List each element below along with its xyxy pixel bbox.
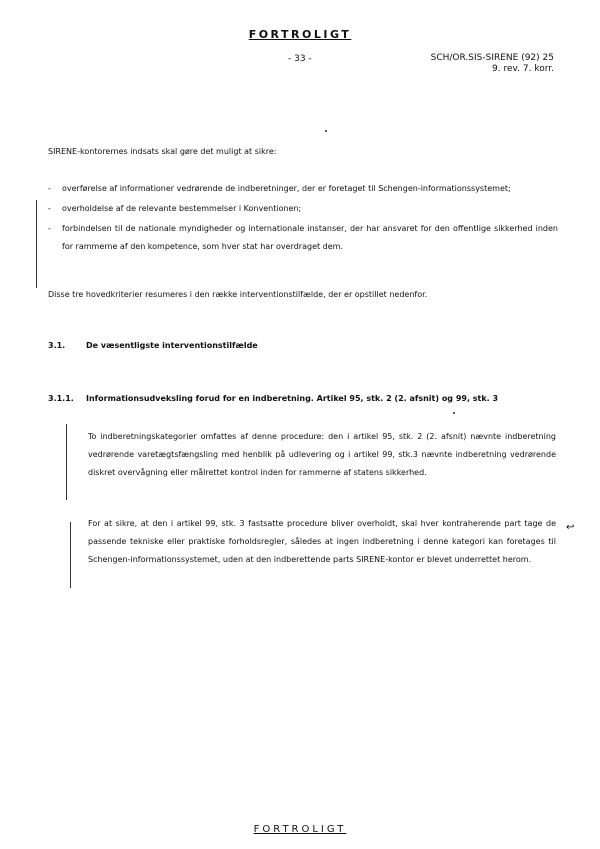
summary-text: Disse tre hovedkriterier resumeres i den række interventionstilfælde, der er opstillet nedenfor. bbox=[48, 290, 428, 299]
reference-line-1: SCH/OR.SIS-SIRENE (92) 25 bbox=[430, 53, 554, 63]
footer-title: FORTROLIGT bbox=[253, 824, 347, 835]
page-number: - 33 - bbox=[288, 54, 312, 64]
margin-mark: ↩ bbox=[566, 522, 575, 533]
section-heading-3-1-1 bbox=[48, 394, 498, 403]
speck-mark bbox=[453, 412, 455, 414]
section-heading-3-1 bbox=[48, 341, 258, 350]
margin-bar bbox=[66, 424, 67, 500]
criteria-list bbox=[48, 180, 558, 258]
speck-mark bbox=[325, 130, 327, 132]
list-item: - overholdelse af de relevante bestemmelser i Konventionen; bbox=[48, 200, 558, 218]
section-number: 3.1. bbox=[48, 341, 66, 350]
body-paragraph: For at sikre, at den i artikel 99, stk. 3 fastsatte procedure bliver overholdt, skal hver kontraherende part tage de passende tekniske eller praktiske forholdsregler, således at ingen indberetning i denne kategori kan foretages til Schengen-informationssystemet, uden at den indberettende parts SIRENE-kontor er blevet underrettet herom. bbox=[88, 519, 556, 564]
dash-icon: - bbox=[48, 184, 51, 193]
section-number: 3.1.1. bbox=[48, 394, 74, 403]
header-title: FORTROLIGT bbox=[248, 28, 352, 41]
reference-block bbox=[431, 53, 554, 75]
list-item: - overførelse af informationer vedrørende de indberetninger, der er foretaget til Schengen-informationssystemet; bbox=[48, 180, 558, 198]
intro-text: SIRENE-kontorernes indsats skal gøre det muligt at sikre: bbox=[48, 147, 277, 156]
section-title: De væsentligste interventionstilfælde bbox=[86, 341, 258, 350]
dash-icon: - bbox=[48, 204, 51, 213]
dash-icon: - bbox=[48, 224, 51, 233]
body-paragraph: To indberetningskategorier omfattes af denne procedure: den i artikel 95, stk. 2 (2. afsnit) nævnte indberetning vedrørende varetægtsfængsling med henblik på udlevering og i artikel 99, stk.3 nævnte indberetning vedrørende diskret overvågning eller målrettet kontrol inden for rammerne af statens sikkerhed. bbox=[88, 432, 556, 477]
margin-bar bbox=[70, 522, 71, 588]
list-item: - forbindelsen til de nationale myndigheder og internationale instanser, der har ansvaret for den offentlige sikkerhed inden for rammerne af den kompetence, som hver stat har overdraget dem. bbox=[48, 220, 558, 256]
margin-bar bbox=[36, 200, 37, 288]
reference-line-2: 9. rev. 7. korr. bbox=[492, 64, 554, 74]
section-title: Informationsudveksling forud for en indberetning. Artikel 95, stk. 2 (2. afsnit) og 99, stk. 3 bbox=[86, 394, 499, 403]
